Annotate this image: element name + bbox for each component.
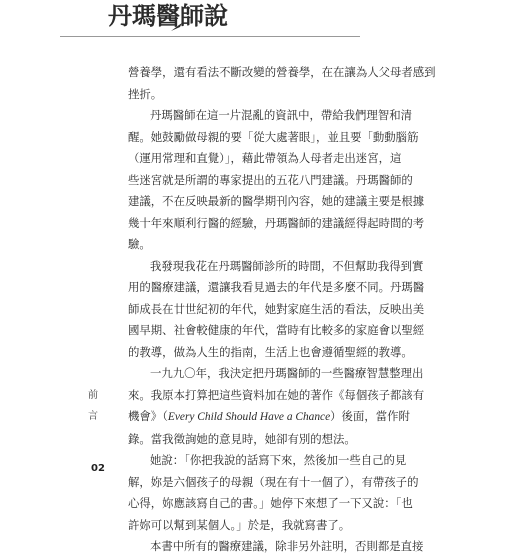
text-line: 醒。她鼓勵做母親的要「從大處著眼」，並且要「動動腦筋 [128, 129, 419, 144]
text-line: 挫折。 [128, 86, 163, 101]
text-fragment: ）後面，當作附 [330, 409, 410, 423]
header-rule [60, 36, 360, 37]
text-line: 國早期、社會較健康的年代，當時有比較多的家庭會以聖經 [128, 323, 425, 337]
text-fragment: 機會》（ [128, 409, 168, 423]
page-number: 02 [91, 463, 105, 474]
text-line: 建議，不在反映最新的醫學期刊內容，她的建議主要是根據 [128, 194, 425, 208]
pen-nib-icon [170, 22, 184, 32]
text-line: （運用常理和直覺）」，藉此帶領為人母者走出迷宮，這 [128, 151, 402, 165]
text-line: 心得，妳應該寫自己的書。」她停下來想了一下又說：「也 [128, 496, 413, 510]
text-line: 來。我原本打算把這些資料加在她的著作《每個孩子都該有 [128, 387, 425, 402]
text-line: 解，妳是六個孩子的母親（現在有十一個了），有帶孩子的 [128, 474, 419, 489]
text-line: 丹瑪醫師在這一片混亂的資訊中，帶給我們理智和清 [150, 108, 412, 122]
text-line [128, 406, 410, 429]
text-line: 師成長在廿世紀初的年代，她對家庭生活的看法，反映出美 [128, 301, 425, 316]
text-line: 錄。當我徵詢她的意見時，她卻有別的想法。 [128, 431, 356, 446]
text-line: 驗。 [128, 237, 151, 251]
text-line: 她說：「你把我說的話寫下來，然後加一些自己的見 [150, 453, 407, 467]
text-line: 幾十年來順利行醫的經驗，丹瑪醫師的建議經得起時間的考 [128, 215, 425, 230]
text-line: 一九九〇年，我決定把丹瑪醫師的一些醫療智慧整理出 [150, 366, 424, 380]
text-line: 本書中所有的醫療建議，除非另外註明，否則都是直接 [150, 539, 424, 553]
chapter-label-char-2: 言 [88, 411, 98, 422]
body-text [128, 62, 436, 558]
text-line: 的教導，做為人生的指南，生活上也會遵循聖經的教導。 [128, 344, 413, 359]
chapter-label-char-1: 前 [88, 390, 98, 401]
text-line: 營養學，還有看法不斷改變的營養學，在在讓為人父母者感到 [128, 65, 436, 79]
text-line: 些迷宮就是所謂的專家提出的五花八門建議。丹瑪醫師的 [128, 172, 413, 187]
text-line: 許妳可以幫到某個人。」於是，我就寫書了。 [128, 517, 351, 532]
text-line: 我發現我花在丹瑪醫師診所的時間，不但幫助我得到實 [150, 258, 424, 273]
book-title-header: 丹瑪醫師說 [108, 2, 228, 30]
book-title-english: Every Child Should Have a Chance [167, 411, 331, 423]
text-line: 用的醫療建議，還讓我看見過去的年代是多麼不同。丹瑪醫 [128, 280, 425, 294]
